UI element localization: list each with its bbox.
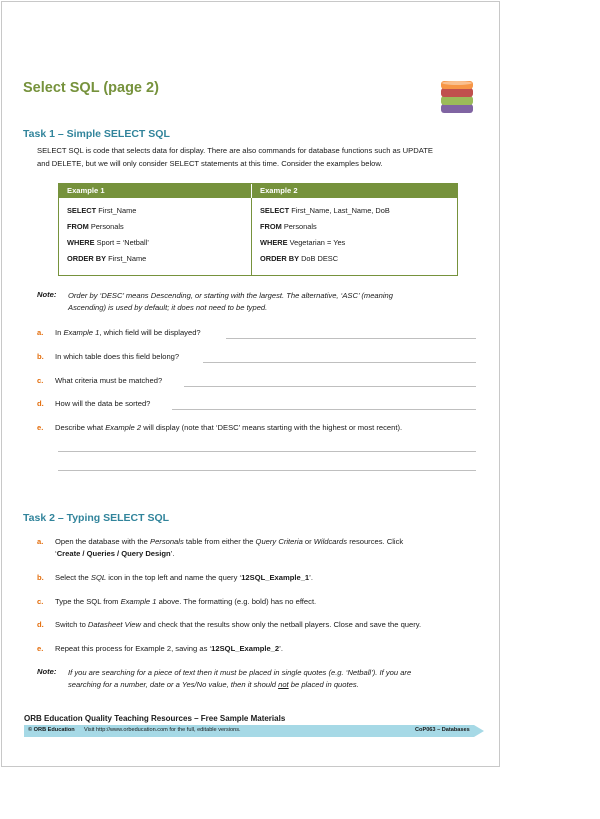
footer-arrow-icon [474,725,484,737]
task2-a-line2: ‘Create / Queries / Query Design’. [55,549,175,558]
footer-code: CoP063 – Databases [415,727,470,733]
examples-table [58,183,458,276]
examples-divider [251,198,252,275]
note1-line2: Ascending) is used by default; it does not need to be typed. [68,303,268,312]
example1-from: FROM Personals [67,222,124,231]
note2-line2: searching for a number, date or a Yes/No value, then it should not be placed in quotes. [68,680,359,689]
task2-b-letter: b. [37,573,44,582]
question-b-text: In which table does this field belong? [55,352,180,361]
example2-select: SELECT First_Name, Last_Name, DoB [260,206,390,215]
footer-visit-link[interactable]: Visit http://www.orbeducation.com for the full, editable versions. [84,727,241,733]
question-e-letter: e. [37,423,44,432]
answer-line-a[interactable] [226,338,476,339]
question-c-letter: c. [37,376,44,385]
page-title: Select SQL (page 2) [23,80,159,96]
example2-from: FROM Personals [260,222,317,231]
example1-select: SELECT First_Name [67,206,137,215]
example2-header: Example 2 [252,184,457,198]
question-a-letter: a. [37,328,44,337]
answer-line-e2[interactable] [58,470,476,471]
note1-line1: Order by ‘DESC’ means Descending, or starting with the largest. The alternative, ‘ASC’ (meaning [68,291,393,300]
task2-d-text: Switch to Datasheet View and check that the results show only the netball players. Close and save the query. [55,620,422,629]
database-stack-icon [440,80,474,114]
task2-d-letter: d. [37,620,44,629]
task2-a-letter: a. [37,537,44,546]
task2-e-letter: e. [37,644,44,653]
task2-e-text: Repeat this process for Example 2, saving as ‘12SQL_Example_2’. [55,644,283,653]
footer-brand: © ORB Education [28,727,75,733]
task2-c-text: Type the SQL from Example 1 above. The formatting (e.g. bold) has no effect. [55,597,317,606]
example2-order-by: ORDER BY DoB DESC [260,254,339,263]
question-a-text: In Example 1, which field will be displayed? [55,328,201,337]
task1-heading: Task 1 – Simple SELECT SQL [23,128,170,140]
note2-line1: If you are searching for a piece of text then it must be placed in single quotes (e.g. ‘Netball’). If you are [68,668,412,677]
question-d-letter: d. [37,399,44,408]
question-e-text: Describe what Example 2 will display (note that ‘DESC’ means starting with the highest or most recent). [55,423,403,432]
task2-heading: Task 2 – Typing SELECT SQL [23,512,170,524]
footer-title: ORB Education Quality Teaching Resources – Free Sample Materials [24,714,286,723]
answer-line-c[interactable] [184,386,476,387]
question-d-text: How will the data be sorted? [55,399,151,408]
task1-intro-line2: and DELETE, but we will only consider SELECT statements at this time. Consider the examples below. [37,159,383,168]
note1-label: Note: [37,290,57,299]
answer-line-d[interactable] [172,409,476,410]
task1-intro-line1: SELECT SQL is code that selects data for display. There are also commands for database functions such as UPDATE [37,146,433,155]
example1-order-by: ORDER BY First_Name [67,254,147,263]
note2-label: Note: [37,667,57,676]
example1-header: Example 1 [59,184,251,198]
example1-where: WHERE Sport = ‘Netball’ [67,238,149,247]
question-b-letter: b. [37,352,44,361]
task2-b-text: Select the SQL icon in the top left and name the query ‘12SQL_Example_1’. [55,573,313,582]
answer-line-e1[interactable] [58,451,476,452]
task2-c-letter: c. [37,597,44,606]
answer-line-b[interactable] [203,362,476,363]
task2-a-line1: Open the database with the Personals table from either the Query Criteria or Wildcards resources. Click [55,537,404,546]
question-c-text: What criteria must be matched? [55,376,163,385]
example2-where: WHERE Vegetarian = Yes [260,238,346,247]
